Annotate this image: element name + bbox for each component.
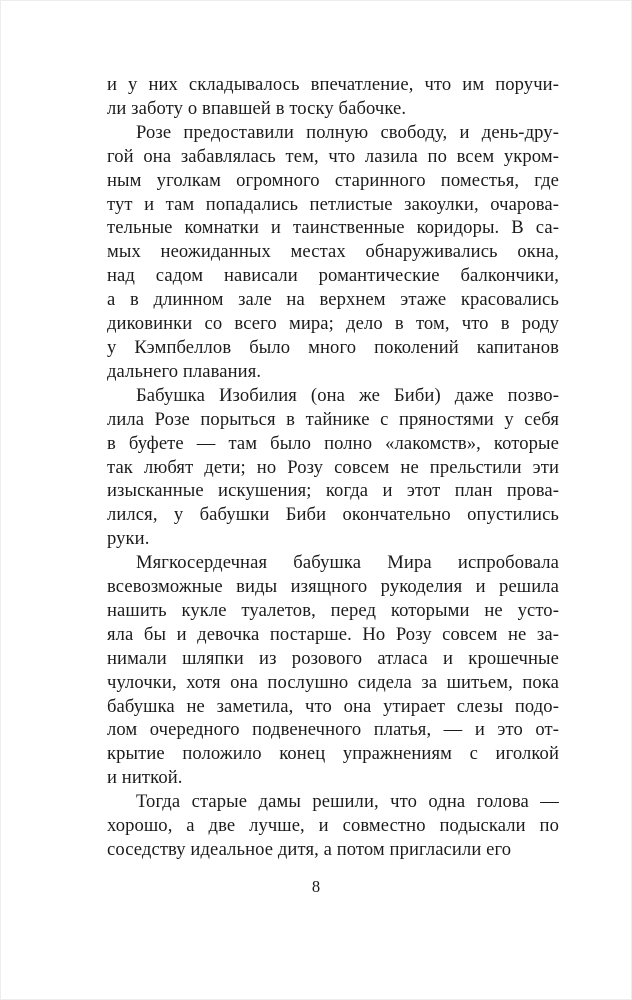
text-line: бабушка не заметила, что она утирает слезы подо- (107, 695, 559, 717)
text-line: руки. (107, 528, 150, 550)
text-line: чулочки, хотя она послушно сидела за шитьем, пока (107, 671, 559, 693)
text-line: изысканные искушения; когда и этот план прова- (107, 480, 559, 502)
text-line: и ниткой. (107, 767, 183, 789)
text-line: лила Розе порыться в тайнике с пряностями у себя (107, 408, 559, 430)
text-line: Мягкосердечная бабушка Мира испробовала (136, 552, 559, 574)
text-line: лом очередного подвенечного платья, — и это от- (107, 719, 559, 741)
text-line: дальнего плавания. (107, 360, 262, 382)
paragraph (107, 384, 559, 551)
page-number: 8 (311, 877, 321, 896)
text-line: крытие положило конец упражнениям с иголкой (107, 743, 559, 765)
paragraph (107, 73, 559, 121)
text-line: Тогда старые дамы решили, что одна голова — (136, 791, 559, 813)
body-text (107, 73, 559, 862)
text-line: а в длинном зале на верхнем этаже красовались (107, 289, 559, 311)
text-line: нимали шляпки из розового атласа и крошечные (107, 647, 559, 669)
text-line: у Кэмпбеллов было много поколений капитанов (107, 336, 559, 358)
paragraph (107, 551, 559, 790)
text-line: мых неожиданных местах обнаруживались окна, (107, 241, 559, 263)
text-line: лился, у бабушки Биби окончательно опустились (107, 504, 559, 526)
text-line: диковинки со всего мира; дело в том, что в роду (107, 313, 559, 335)
text-line: гой она забавлялась тем, что лазила по всем укром- (107, 145, 559, 167)
text-line: над садом нависали романтические балкончики, (107, 265, 559, 287)
text-line: хорошо, а две лучше, и совместно подыскали по (107, 815, 559, 837)
text-line: ным уголкам огромного старинного поместья, где (107, 169, 559, 191)
text-line: ли заботу о впавшей в тоску бабочке. (107, 97, 407, 119)
text-line: Розе предоставили полную свободу, и день-дру- (136, 121, 559, 143)
text-line: соседству идеальное дитя, а потом пригласили его (107, 839, 512, 860)
text-line: в буфете — там было полно «лакомств», которые (107, 432, 559, 454)
text-line: всевозможные виды изящного рукоделия и решила (107, 576, 559, 598)
text-line: тут и там попадались петлистые закоулки, очарова- (107, 193, 559, 215)
text-line: Бабушка Изобилия (она же Биби) даже позво- (136, 384, 559, 406)
text-line: так любят дети; но Розу совсем не прельстили эти (107, 456, 559, 478)
text-line: нашить кукле туалетов, перед которыми не усто- (107, 599, 559, 621)
paragraph (107, 121, 559, 384)
text-line: яла бы и девочка постарше. Но Розу совсем не за- (107, 623, 559, 645)
text-line: и у них складывалось впечатление, что им поручи- (107, 74, 559, 95)
text-line: тельные комнатки и таинственные коридоры. В са- (107, 217, 559, 239)
paragraph (107, 790, 559, 862)
